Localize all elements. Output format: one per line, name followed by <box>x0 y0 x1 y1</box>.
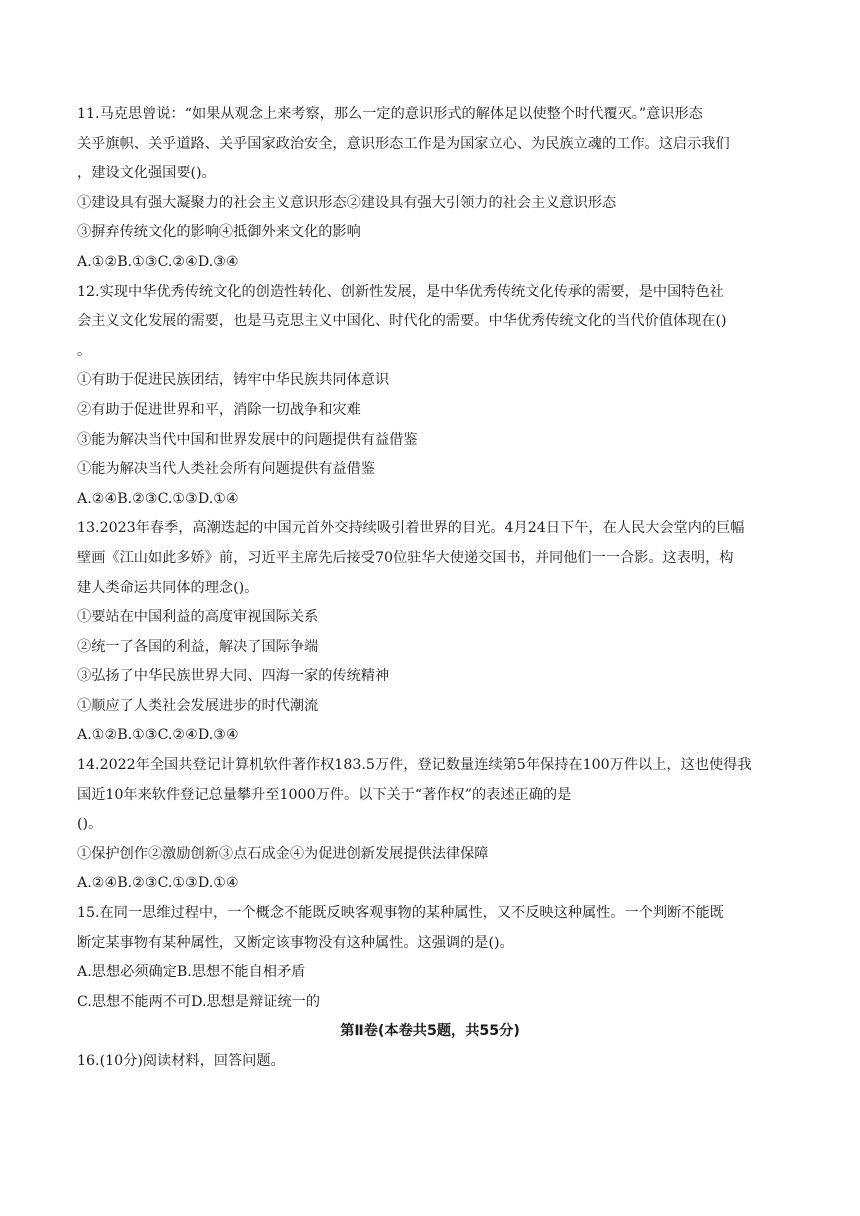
question-12-option-1: ①有助于促进民族团结，铸牢中华民族共同体意识 <box>77 372 390 389</box>
question-12-stem-line-2: 会主义文化发展的需要，也是马克思主义中国化、时代化的需要。中华优秀传统文化的当代价值体现在() <box>77 313 727 330</box>
question-11-stem-line-3: ，建设文化强国要()。 <box>77 165 216 182</box>
question-11-choices: A.①②B.①③C.②④D.③④ <box>77 253 239 270</box>
question-13-option-3: ③弘扬了中华民族世界大同、四海一家的传统精神 <box>77 668 390 685</box>
question-12-option-3: ③能为解决当代中国和世界发展中的问题提供有益借鉴 <box>77 431 418 448</box>
question-13-choices: A.①②B.①③C.②④D.③④ <box>77 727 239 744</box>
question-12-option-4: ①能为解决当代人类社会所有问题提供有益借鉴 <box>77 461 375 478</box>
question-12-stem-line-1: 12.实现中华优秀传统文化的创造性转化、创新性发展，是中华优秀传统文化传承的需要，是中国特色社 <box>77 283 724 300</box>
question-15-choices-line-1: A.思想必须确定B.思想不能自相矛盾 <box>77 964 306 981</box>
question-11-options-line-1: ①建设具有强大凝聚力的社会主义意识形态②建设具有强大引领力的社会主义意识形态 <box>77 194 617 211</box>
question-14-stem-line-1: 14.2022年全国共登记计算机软件著作权183.5万件，登记数量连续第5年保持在100万件以上，这也使得我 <box>77 757 752 774</box>
question-12-choices: A.②④B.②③C.①③D.①④ <box>77 490 239 507</box>
question-15-stem-line-2: 断定某事物有某种属性，又断定该事物没有这种属性。这强调的是()。 <box>77 934 514 951</box>
question-13-stem-line-2: 壁画《江山如此多娇》前，习近平主席先后接受70位驻华大使递交国书，并同他们一一合影。这表明，构 <box>77 549 734 566</box>
question-13-stem-line-3: 建人类命运共同体的理念()。 <box>77 579 259 596</box>
question-13-stem-line-1: 13.2023年春季，高潮迭起的中国元首外交持续吸引着世界的目光。4月24日下午，在人民大会堂内的巨幅 <box>77 520 745 537</box>
document-page <box>77 100 783 1077</box>
question-12-option-2: ②有助于促进世界和平，消除一切战争和灾难 <box>77 401 361 418</box>
question-13-option-4: ①顺应了人类社会发展进步的时代潮流 <box>77 697 319 714</box>
question-15-choices-line-2: C.思想不能两不可D.思想是辩证统一的 <box>77 993 321 1010</box>
question-15-stem-line-1: 15.在同一思维过程中，一个概念不能既反映客观事物的某种属性，又不反映这种属性。一个判断不能既 <box>77 905 724 922</box>
question-12-stem-line-3: 。 <box>77 342 92 359</box>
question-16-stem: 16.(10分)阅读材料，回答问题。 <box>77 1053 285 1069</box>
question-14-choices: A.②④B.②③C.①③D.①④ <box>77 875 239 892</box>
question-13-option-1: ①要站在中国利益的高度审视国际关系 <box>77 609 319 626</box>
question-11-stem-line-1: 11.马克思曾说：“如果从观念上来考察，那么一定的意识形式的解体足以使整个时代覆灭。”意识形态 <box>77 106 703 122</box>
question-13-option-2: ②统一了各国的利益，解决了国际争端 <box>77 638 319 655</box>
section-heading: 第Ⅱ卷(本卷共5题，共55分) <box>340 1023 520 1040</box>
question-14-options: ①保护创作②激励创新③点石成金④为促进创新发展提供法律保障 <box>77 845 489 862</box>
question-14-stem-line-3: ()。 <box>77 816 103 833</box>
question-14-stem-line-2: 国近10年来软件登记总量攀升至1000万件。以下关于“著作权”的表述正确的是 <box>77 786 572 803</box>
question-11-stem-line-2: 关乎旗帜、关乎道路、关乎国家政治安全，意识形态工作是为国家立心、为民族立魂的工作。这启示我们 <box>77 135 730 152</box>
question-11-options-line-2: ③摒弃传统文化的影响④抵御外来文化的影响 <box>77 224 361 241</box>
